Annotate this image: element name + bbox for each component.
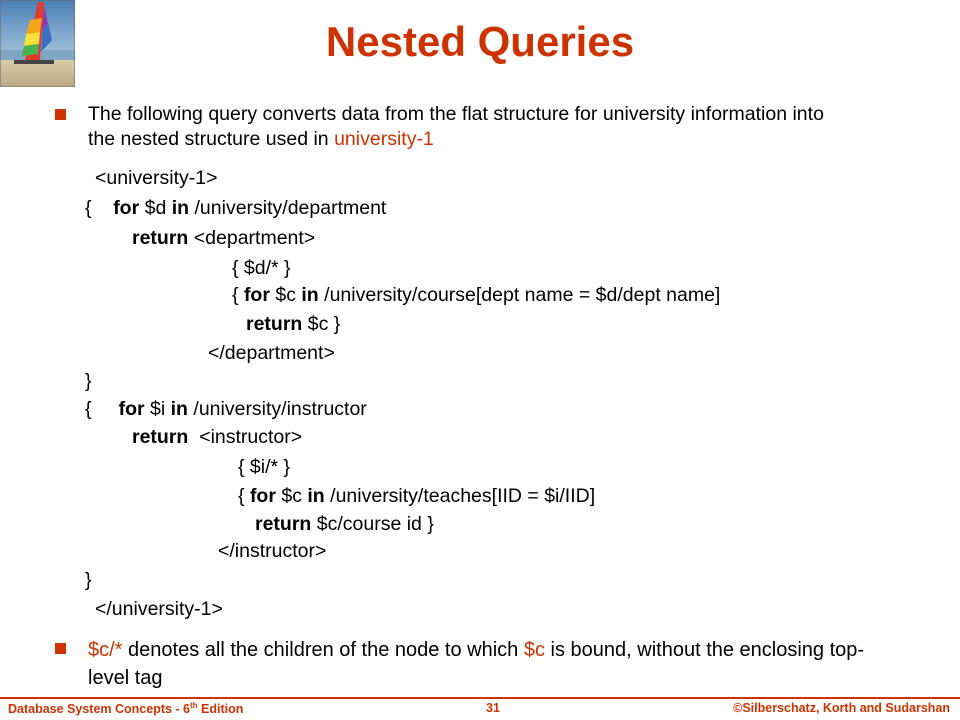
keyword: return [132, 426, 189, 448]
keyword: in [171, 197, 190, 219]
code-text: { [85, 197, 92, 219]
footer-divider [0, 697, 960, 699]
code-line [85, 568, 92, 593]
code-text: { [238, 485, 245, 507]
code-text: { $d/* } [232, 257, 291, 279]
code-text: /university/instructor [193, 398, 367, 420]
keyword: in [307, 485, 325, 507]
code-line [85, 397, 367, 422]
code-line [218, 539, 326, 564]
code-text: </instructor> [218, 540, 327, 562]
bullet-marker [55, 643, 66, 654]
footer-copyright: ©Silberschatz, Korth and Sudarshan [733, 701, 950, 715]
code-text: { [232, 284, 239, 306]
note-text: denotes all the children of the node to which [122, 639, 524, 661]
code-text: { [85, 398, 92, 420]
keyword: return [246, 313, 303, 335]
code-text: } [85, 569, 92, 591]
code-text: $d [144, 197, 167, 219]
code-line [232, 256, 291, 281]
code-text: </university-1> [95, 598, 223, 620]
footer-edition: Edition [197, 702, 244, 717]
footer-book-title: Database System Concepts - 6 [8, 702, 191, 717]
code-text: /university/course[dept name = $d/dept name] [324, 284, 721, 306]
code-line [238, 484, 595, 509]
page-number: 31 [486, 701, 500, 715]
code-text: </department> [208, 342, 335, 364]
code-line [95, 597, 223, 622]
note-highlight: $c/* [88, 639, 123, 661]
page-title: Nested Queries [325, 18, 635, 65]
code-line [232, 283, 720, 308]
code-text: $i [150, 398, 166, 420]
keyword: for [113, 197, 140, 219]
keyword: for [249, 485, 276, 507]
code-line [238, 455, 290, 480]
code-text: $c [281, 485, 302, 507]
code-text: /university/teaches[IID = $i/IID] [330, 485, 596, 507]
code-line [208, 341, 335, 366]
code-text: /university/department [194, 197, 387, 219]
keyword: return [132, 227, 189, 249]
code-text: { $i/* } [238, 456, 291, 478]
code-text: $c/course id } [316, 513, 434, 535]
intro-text: The following query converts data from the flat structure for university information into the nested structure used in [88, 103, 824, 150]
intro-paragraph [88, 102, 848, 152]
footer-book [8, 701, 243, 716]
code-line [95, 166, 217, 191]
note-highlight: $c [523, 639, 545, 661]
code-line [255, 512, 434, 537]
keyword: in [170, 398, 188, 420]
code-text: <instructor> [199, 426, 303, 448]
footer-edition-sup: th [190, 701, 198, 710]
code-text: <department> [193, 227, 316, 249]
code-line [132, 425, 302, 450]
code-line [132, 226, 315, 251]
code-line [85, 369, 92, 394]
keyword: for [118, 398, 145, 420]
intro-highlight: university-1 [334, 128, 434, 150]
note-paragraph [88, 636, 888, 692]
code-line [246, 312, 340, 337]
code-text: $c [275, 284, 296, 306]
keyword: return [255, 513, 312, 535]
code-text: <university-1> [95, 167, 218, 189]
code-text: } [85, 370, 92, 392]
note-text: is bound, without the enclosing top-level tag [88, 639, 865, 689]
bullet-marker [55, 109, 66, 120]
keyword: for [243, 284, 270, 306]
keyword: in [301, 284, 319, 306]
code-text: $c } [307, 313, 341, 335]
code-line [85, 196, 386, 221]
